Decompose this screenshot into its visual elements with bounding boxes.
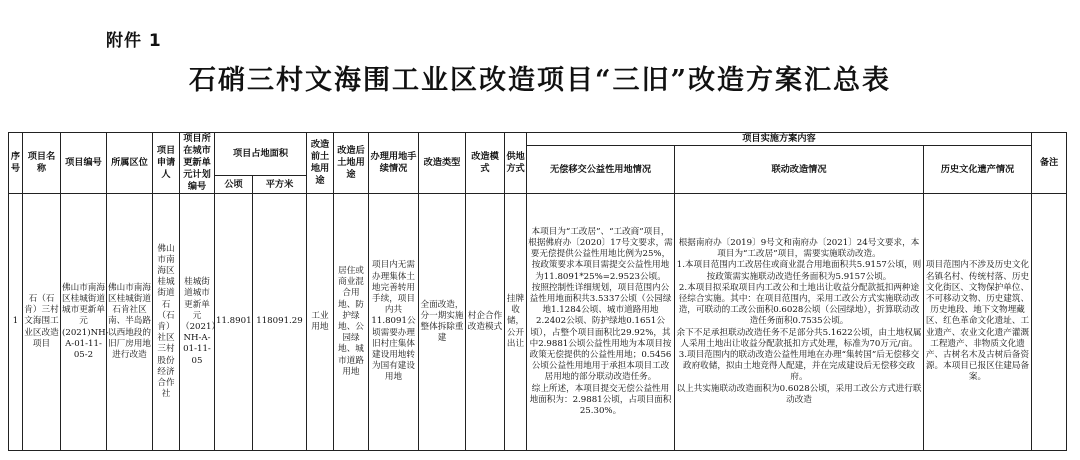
cell-applicant: 佛山市南海区桂城街道石（石肯）社区三村股份经济合作社 [153, 194, 180, 451]
cell-renovation-mode: 村企合作改造模式 [466, 194, 505, 451]
header-area-group: 项目占地面积 [215, 133, 307, 176]
cell-land-use-after: 居住或商业混合用地、防护绿地、公园绿地、城市道路用地 [334, 194, 369, 451]
cell-seq: 1 [9, 194, 23, 451]
header-procedures: 办理用地手续情况 [369, 133, 419, 194]
header-heritage: 历史文化遗产情况 [924, 146, 1032, 194]
public-land-paragraph: 本项目为“工改居”、“工改商”项目，根据佛府办〔2020〕17号文要求，需要无偿提供公益性用地比例为25%，按政策要求本项目需提交公益性用地为11.8091*25%=2.9523公顷。 [528, 226, 673, 282]
cell-linked-renovation [675, 194, 924, 451]
header-public-land: 无偿移交公益性用地情况 [527, 146, 675, 194]
header-linked-renovation: 联动改造情况 [675, 146, 924, 194]
linked-renovation-paragraph: 余下不足承担联动改造任务不足部分共5.1622公顷，由土地权属人采用土地出让收益分配款抵扣方式处理，标准为70万元/亩。 [676, 327, 922, 349]
cell-project-name: 石（石肯）三村文海围工业区改造项目 [23, 194, 61, 451]
linked-renovation-paragraph: 3.项目范围内的联动改造公益性用地在办理“集转国”后无偿移交政府收储，拟由土地竞得人配建，并在完成建设后无偿移交政府。 [678, 350, 920, 383]
attachment-label: 附件 1 [106, 31, 162, 51]
cell-area-sqm: 118091.29 [253, 194, 307, 451]
cell-procedures: 项目内无需办理集体土地完善转用手续，项目内共11.8091公顷需要办理旧村庄集体建设用地转为国有建设用地 [369, 194, 419, 451]
linked-renovation-paragraph: 以上共实施联动改造面积为0.6028公顷，采用工改公方式进行联动改造 [676, 383, 922, 405]
linked-renovation-paragraph: 根据南府办〔2019〕9号文和南府办〔2021〕24号文要求，本项目为“工改居”项目，需要实施联动改造。 [678, 237, 920, 260]
header-applicant: 项目申请人 [153, 133, 180, 194]
cell-heritage: 项目范围内不涉及历史文化名镇名村、传统村落、历史文化街区、文物保护单位、不可移动文物、历史建筑、历史地段、地下文物埋藏区、红色革命文化遗址、工业遗产、农业文化遗产灌溉工程遗产、非物质文化遗产、古树名木及古树后备资源。本项目已报区住建局备案。 [924, 194, 1032, 451]
linked-renovation-paragraph: 2.本项目拟采取项目内工改公和土地出让收益分配款抵扣两种途径综合实施。其中：在项目范围内，采用工改公方式实施联动改造，可联动的工改公面积0.6028公顷（公园绿地），折算联动改造任务面积0.7535公顷。 [678, 282, 920, 327]
summary-table [8, 132, 1067, 451]
cell-land-use-before: 工业用地 [307, 194, 334, 451]
cell-supply-method: 挂牌收储，公开出让 [505, 194, 527, 451]
header-land-use-after: 改造后土地用途 [334, 133, 369, 194]
header-supply-method: 供地方式 [505, 133, 527, 194]
header-project-code: 项目编号 [61, 133, 107, 194]
header-area-hectare: 公顷 [215, 176, 253, 194]
header-renovation-mode: 改造模式 [466, 133, 505, 194]
cell-renovation-type: 全面改造，分一期实施整体拆除重建 [419, 194, 466, 451]
header-land-use-before: 改造前土地用途 [307, 133, 334, 194]
cell-area-hectare: 11.8901 [215, 194, 253, 451]
cell-project-code: 佛山市南海区桂城街道城市更新单元(2021)NH-A-01-11-05-2 [61, 194, 107, 451]
public-land-paragraph: 综上所述，本项目提交无偿公益性用地面积为：2.9881公顷，占项目面积25.30%。 [529, 383, 672, 417]
cell-region: 佛山市南海区桂城街道石肯社区南、半岛路以西地段的旧厂房用地进行改造 [107, 194, 153, 451]
header-plan-code: 项目所在城市更新单元计划编号 [180, 133, 215, 194]
cell-remarks [1032, 194, 1067, 451]
table-row [9, 194, 1067, 451]
header-seq: 序号 [9, 133, 23, 194]
header-region: 所属区位 [107, 133, 153, 194]
linked-renovation-paragraph: 1.本项目范围内工改居住或商业混合用地面积共5.9157公顷，则按政策需实施联动改造任务面积为5.9157公顷。 [676, 260, 922, 282]
header-implementation-group: 项目实施方案内容 [527, 133, 1032, 146]
cell-public-land [527, 194, 675, 451]
document-title: 石硝三村文海围工业区改造项目“三旧”改造方案汇总表 [188, 65, 892, 96]
cell-plan-code: 桂城街道城市更新单元（2021）NH-A-01-11-05 [180, 194, 215, 451]
header-area-sqm: 平方米 [253, 176, 307, 194]
header-remarks: 备注 [1032, 133, 1067, 194]
public-land-paragraph: 按照控制性详细规划，项目范围内公益性用地面积共3.5337公顷（公园绿地1.1284公顷、城市道路用地2.2402公顷、防护绿地0.1651公顷），占整个项目面积比29.92%，其中2.9881公顷公益性用地为本项目按政策无偿提供的公益性用地；0.5456公顷公益性用地用于承担本项目工改居用地的部分联动改造任务。 [529, 282, 672, 383]
header-renovation-type: 改造类型 [419, 133, 466, 194]
header-project-name: 项目名称 [23, 133, 61, 194]
